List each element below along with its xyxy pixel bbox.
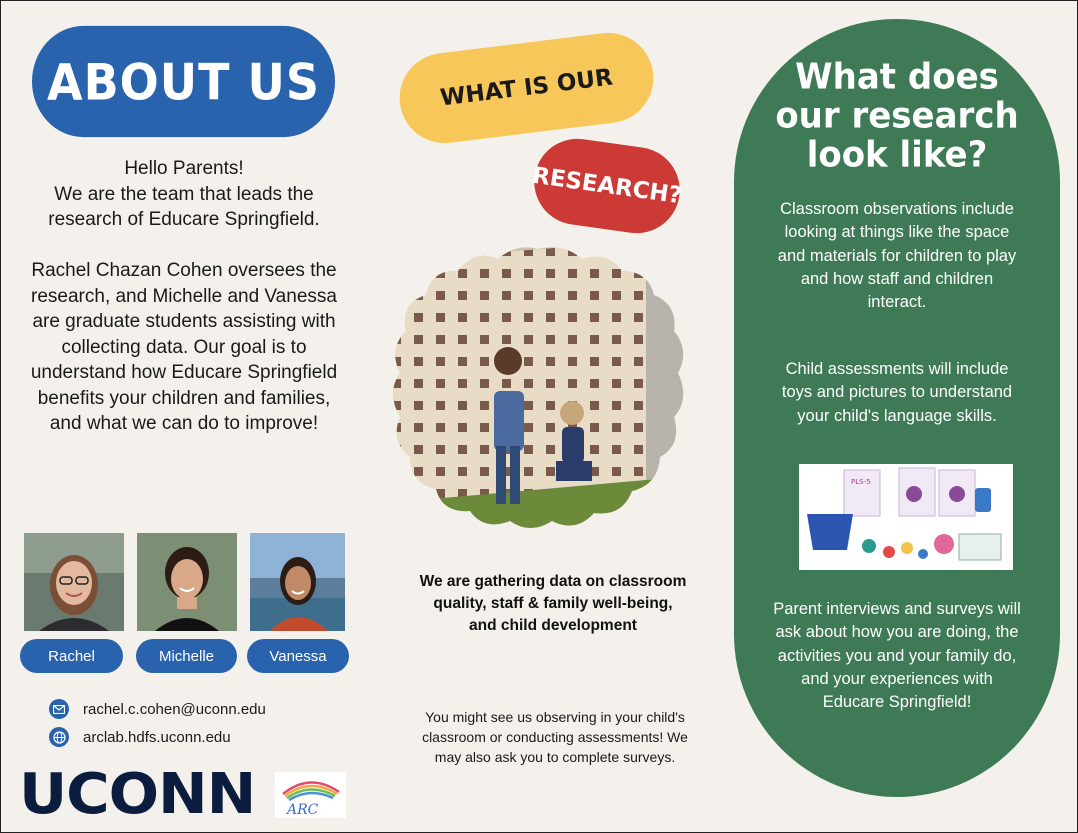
rachel-name-badge: Rachel	[20, 639, 123, 673]
classroom-photo	[386, 241, 691, 531]
vanessa-name-badge: Vanessa	[247, 639, 349, 673]
email-link[interactable]: rachel.c.cohen@uconn.edu	[83, 700, 266, 718]
arc-lab-logo	[275, 772, 346, 818]
website-link[interactable]: arclab.hdfs.uconn.edu	[83, 728, 231, 746]
svg-text:ARC: ARC	[287, 802, 319, 818]
observing-text: You might see us observing in your child's classroom or conducting assessments! We may also ask you to complete surveys.	[422, 709, 688, 765]
globe-icon	[49, 727, 69, 747]
assessment-kit-photo	[799, 464, 1013, 570]
vanessa-photo	[250, 533, 345, 631]
michelle-photo	[137, 533, 237, 631]
michelle-name-badge: Michelle	[136, 639, 237, 673]
intro-text: Hello Parents! We are the team that leads the research of Educare Springfield. Rachel Chazan Cohen oversees the research, and Michelle and Vanessa are graduate students assisting with collecting data. Our goal is to understand how Educare Springfield benefits your children and families, and what we can do to improve!	[30, 158, 338, 434]
website-row	[49, 727, 231, 747]
rachel-photo	[24, 533, 124, 631]
uconn-logo: UCONN	[19, 762, 256, 827]
child-assessments-text: Child assessments will include toys and pictures to understand your child's language skills.	[781, 360, 1013, 425]
envelope-icon	[49, 699, 69, 719]
gathering-data-text: We are gathering data on classroom quality, staff & family well-being, and child development	[419, 573, 687, 634]
kit-label: PLS-5	[851, 478, 871, 486]
what-is-our-heading: WHAT IS OUR	[394, 28, 658, 148]
classroom-observations-text: Classroom observations include looking at things like the space and materials for children to play and how staff and children interact.	[777, 200, 1017, 312]
about-us-title: ABOUT US	[32, 26, 335, 137]
research-heading: RESEARCH?	[529, 133, 686, 238]
parent-interviews-text: Parent interviews and surveys will ask about how you are doing, the activities you and your family do, and your experiences with Educare Springfield!	[773, 600, 1021, 712]
research-panel-title: What does our research look like?	[775, 56, 1019, 176]
email-row	[49, 699, 266, 719]
